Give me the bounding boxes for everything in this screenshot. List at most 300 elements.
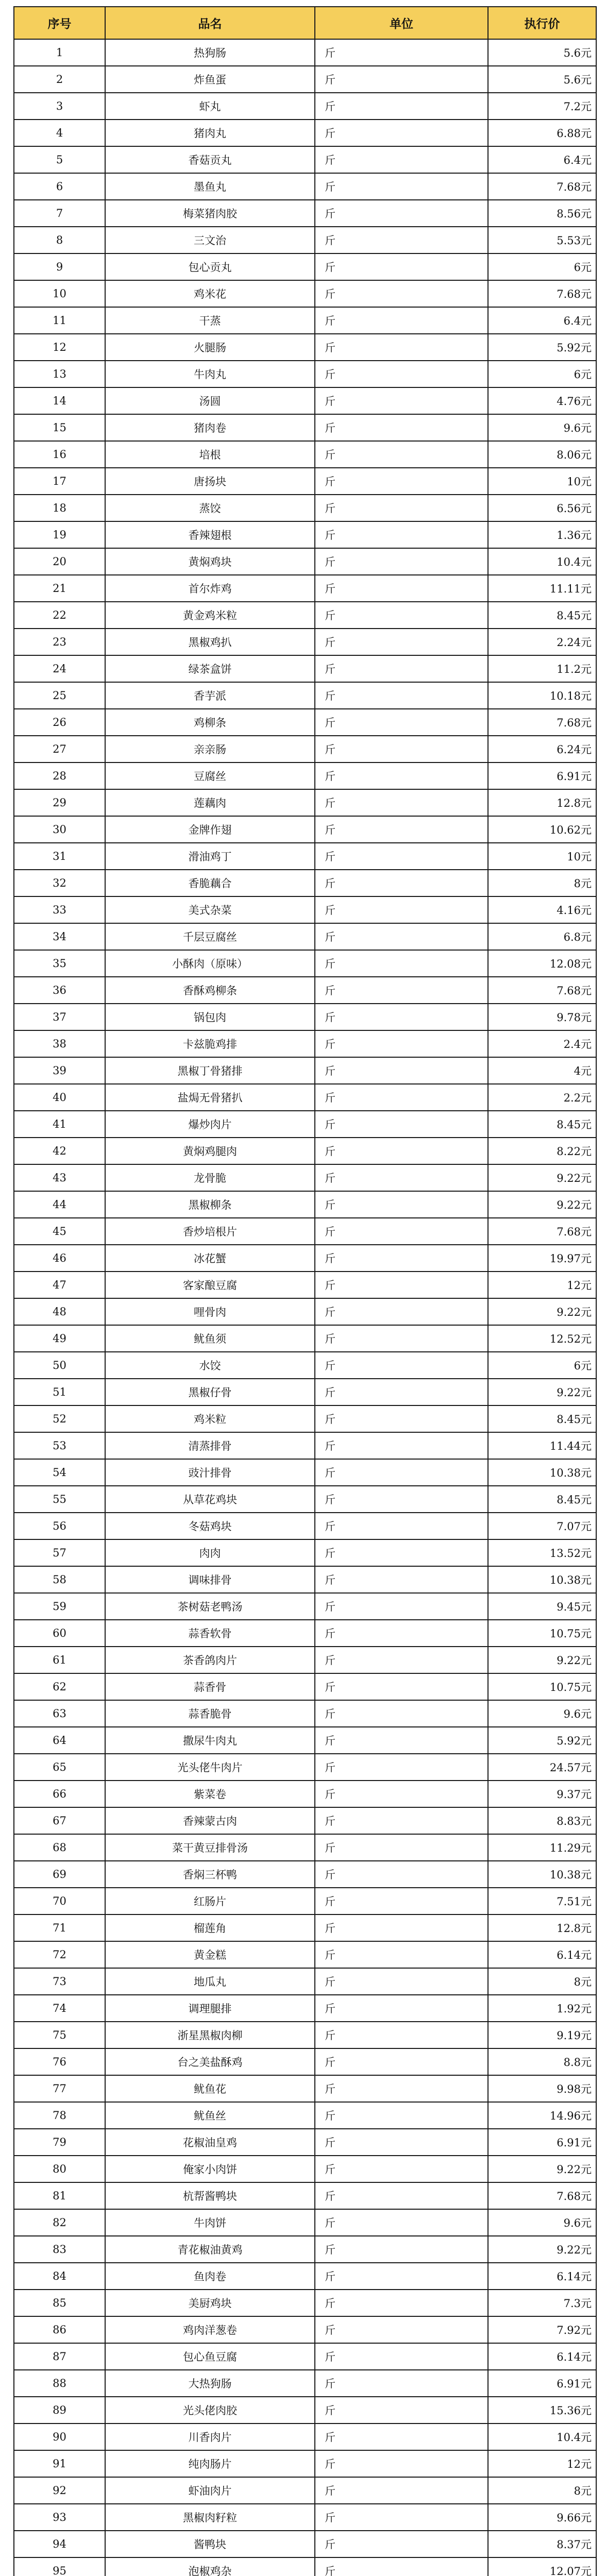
row-seq: 84 <box>14 2263 105 2290</box>
unit: 斤 <box>315 2156 488 2182</box>
unit: 斤 <box>315 495 488 521</box>
unit: 斤 <box>315 1807 488 1834</box>
price: 10.4元 <box>488 2424 596 2450</box>
product-name: 清蒸排骨 <box>105 1432 315 1459</box>
unit: 斤 <box>315 2450 488 2477</box>
row-seq: 48 <box>14 1298 105 1325</box>
product-name: 培根 <box>105 441 315 468</box>
product-name: 鱿鱼丝 <box>105 2102 315 2129</box>
unit: 斤 <box>315 39 488 66</box>
table-row <box>14 1245 596 1272</box>
row-seq: 82 <box>14 2209 105 2236</box>
product-name: 火腿肠 <box>105 334 315 361</box>
unit: 斤 <box>315 2424 488 2450</box>
product-name: 光头佬牛肉片 <box>105 1754 315 1781</box>
table-row <box>14 1513 596 1539</box>
row-seq: 35 <box>14 950 105 977</box>
unit: 斤 <box>315 2557 488 2576</box>
row-seq: 11 <box>14 307 105 334</box>
row-seq: 78 <box>14 2102 105 2129</box>
table-row <box>14 2129 596 2156</box>
price-table <box>13 6 597 2576</box>
table-row <box>14 1941 596 1968</box>
product-name: 虾丸 <box>105 93 315 120</box>
unit: 斤 <box>315 1888 488 1914</box>
price: 2.4元 <box>488 1030 596 1057</box>
row-seq: 54 <box>14 1459 105 1486</box>
table-row <box>14 1673 596 1700</box>
price: 19.97元 <box>488 1245 596 1272</box>
row-seq: 88 <box>14 2370 105 2397</box>
product-name: 莲藕肉 <box>105 789 315 816</box>
table-row <box>14 1057 596 1084</box>
price: 12.07元 <box>488 2557 596 2576</box>
row-seq: 67 <box>14 1807 105 1834</box>
row-seq: 24 <box>14 655 105 682</box>
price: 6.88元 <box>488 120 596 146</box>
product-name: 爆炒肉片 <box>105 1111 315 1138</box>
unit: 斤 <box>315 1004 488 1030</box>
table-row <box>14 762 596 789</box>
unit: 斤 <box>315 789 488 816</box>
row-seq: 53 <box>14 1432 105 1459</box>
unit: 斤 <box>315 280 488 307</box>
row-seq: 81 <box>14 2182 105 2209</box>
price: 7.51元 <box>488 1888 596 1914</box>
row-seq: 56 <box>14 1513 105 1539</box>
row-seq: 13 <box>14 361 105 387</box>
price: 7.68元 <box>488 2182 596 2209</box>
table-row <box>14 870 596 896</box>
table-row <box>14 575 596 602</box>
product-name: 从草花鸡块 <box>105 1486 315 1513</box>
table-row <box>14 1432 596 1459</box>
unit: 斤 <box>315 870 488 896</box>
price: 10.62元 <box>488 816 596 843</box>
price: 9.22元 <box>488 1379 596 1405</box>
product-name: 茶树菇老鸭汤 <box>105 1593 315 1620</box>
product-name: 蒸饺 <box>105 495 315 521</box>
price: 6.91元 <box>488 2370 596 2397</box>
table-body <box>14 39 596 2576</box>
row-seq: 41 <box>14 1111 105 1138</box>
unit: 斤 <box>315 441 488 468</box>
product-name: 泡椒鸡杂 <box>105 2557 315 2576</box>
table-row <box>14 1914 596 1941</box>
price: 9.98元 <box>488 2075 596 2102</box>
table-row <box>14 2531 596 2557</box>
unit: 斤 <box>315 977 488 1004</box>
price: 4元 <box>488 1057 596 1084</box>
table-row <box>14 1218 596 1245</box>
product-name: 牛肉饼 <box>105 2209 315 2236</box>
product-name: 锅包肉 <box>105 1004 315 1030</box>
row-seq: 39 <box>14 1057 105 1084</box>
unit: 斤 <box>315 1781 488 1807</box>
product-name: 三文治 <box>105 227 315 253</box>
row-seq: 29 <box>14 789 105 816</box>
unit: 斤 <box>315 1593 488 1620</box>
row-seq: 12 <box>14 334 105 361</box>
price: 7.68元 <box>488 709 596 736</box>
price: 13.52元 <box>488 1539 596 1566</box>
table-row <box>14 227 596 253</box>
table-row <box>14 1138 596 1164</box>
unit: 斤 <box>315 1566 488 1593</box>
product-name: 干蒸 <box>105 307 315 334</box>
row-seq: 1 <box>14 39 105 66</box>
unit: 斤 <box>315 120 488 146</box>
product-name: 榴莲角 <box>105 1914 315 1941</box>
row-seq: 75 <box>14 2022 105 2048</box>
price: 8.06元 <box>488 441 596 468</box>
row-seq: 51 <box>14 1379 105 1405</box>
row-seq: 14 <box>14 387 105 414</box>
row-seq: 26 <box>14 709 105 736</box>
table-row <box>14 387 596 414</box>
price: 8.37元 <box>488 2531 596 2557</box>
product-name: 黑椒鸡扒 <box>105 629 315 655</box>
row-seq: 50 <box>14 1352 105 1379</box>
row-seq: 22 <box>14 602 105 629</box>
unit: 斤 <box>315 334 488 361</box>
price: 9.66元 <box>488 2504 596 2531</box>
price: 8元 <box>488 2477 596 2504</box>
table-row <box>14 495 596 521</box>
price: 6.56元 <box>488 495 596 521</box>
product-name: 牛肉丸 <box>105 361 315 387</box>
row-seq: 63 <box>14 1700 105 1727</box>
product-name: 黄金糕 <box>105 1941 315 1968</box>
row-seq: 92 <box>14 2477 105 2504</box>
table-row <box>14 521 596 548</box>
price: 4.76元 <box>488 387 596 414</box>
unit: 斤 <box>315 816 488 843</box>
table-row <box>14 1700 596 1727</box>
table-row <box>14 1164 596 1191</box>
table-row <box>14 1325 596 1352</box>
price: 10元 <box>488 468 596 495</box>
price: 9.22元 <box>488 1298 596 1325</box>
row-seq: 32 <box>14 870 105 896</box>
product-name: 香酥鸡柳条 <box>105 977 315 1004</box>
price: 5.92元 <box>488 334 596 361</box>
unit: 斤 <box>315 307 488 334</box>
product-name: 冬菇鸡块 <box>105 1513 315 1539</box>
product-name: 青花椒油黄鸡 <box>105 2236 315 2263</box>
unit: 斤 <box>315 1727 488 1754</box>
unit: 斤 <box>315 146 488 173</box>
unit: 斤 <box>315 1272 488 1298</box>
row-seq: 61 <box>14 1647 105 1673</box>
product-name: 花椒油皇鸡 <box>105 2129 315 2156</box>
product-name: 包心鱼豆腐 <box>105 2343 315 2370</box>
table-row <box>14 1781 596 1807</box>
table-row <box>14 1620 596 1647</box>
product-name: 鸡米粒 <box>105 1405 315 1432</box>
price: 12.08元 <box>488 950 596 977</box>
row-seq: 86 <box>14 2316 105 2343</box>
table-row <box>14 2343 596 2370</box>
product-name: 客家酿豆腐 <box>105 1272 315 1298</box>
row-seq: 68 <box>14 1834 105 1861</box>
row-seq: 60 <box>14 1620 105 1647</box>
row-seq: 9 <box>14 253 105 280</box>
row-seq: 93 <box>14 2504 105 2531</box>
product-name: 香炒培根片 <box>105 1218 315 1245</box>
table-row <box>14 950 596 977</box>
table-row <box>14 1298 596 1325</box>
product-name: 调味排骨 <box>105 1566 315 1593</box>
product-name: 滑油鸡丁 <box>105 843 315 870</box>
table-row <box>14 2424 596 2450</box>
product-name: 俺家小肉饼 <box>105 2156 315 2182</box>
unit: 斤 <box>315 602 488 629</box>
unit: 斤 <box>315 468 488 495</box>
product-name: 香辣翅根 <box>105 521 315 548</box>
table-row <box>14 843 596 870</box>
product-name: 台之美盐酥鸡 <box>105 2048 315 2075</box>
unit: 斤 <box>315 173 488 200</box>
row-seq: 95 <box>14 2557 105 2576</box>
price: 9.22元 <box>488 1647 596 1673</box>
row-seq: 37 <box>14 1004 105 1030</box>
table-row <box>14 2182 596 2209</box>
price: 12.8元 <box>488 789 596 816</box>
table-row <box>14 1272 596 1298</box>
price: 8.83元 <box>488 1807 596 1834</box>
product-name: 香脆藕合 <box>105 870 315 896</box>
price: 7.68元 <box>488 977 596 1004</box>
table-row <box>14 2263 596 2290</box>
product-name: 金牌作翅 <box>105 816 315 843</box>
table-row <box>14 2209 596 2236</box>
product-name: 黑椒仔骨 <box>105 1379 315 1405</box>
price: 8.56元 <box>488 200 596 227</box>
unit: 斤 <box>315 2504 488 2531</box>
table-row <box>14 2075 596 2102</box>
unit: 斤 <box>315 1941 488 1968</box>
price: 6.24元 <box>488 736 596 762</box>
row-seq: 6 <box>14 173 105 200</box>
table-row <box>14 1405 596 1432</box>
price: 6.14元 <box>488 1941 596 1968</box>
product-name: 川香肉片 <box>105 2424 315 2450</box>
product-name: 光头佬肉胶 <box>105 2397 315 2424</box>
header-row <box>14 7 596 39</box>
product-name: 炸鱼蛋 <box>105 66 315 93</box>
unit: 斤 <box>315 1647 488 1673</box>
unit: 斤 <box>315 1057 488 1084</box>
row-seq: 38 <box>14 1030 105 1057</box>
price: 6.4元 <box>488 146 596 173</box>
price: 12.52元 <box>488 1325 596 1352</box>
unit: 斤 <box>315 1968 488 1995</box>
unit: 斤 <box>315 2397 488 2424</box>
price: 2.2元 <box>488 1084 596 1111</box>
price: 1.36元 <box>488 521 596 548</box>
row-seq: 69 <box>14 1861 105 1888</box>
product-name: 绿茶盒饼 <box>105 655 315 682</box>
table-row <box>14 120 596 146</box>
row-seq: 19 <box>14 521 105 548</box>
table-row <box>14 414 596 441</box>
price: 9.22元 <box>488 1191 596 1218</box>
price: 8.45元 <box>488 1486 596 1513</box>
product-name: 哩骨肉 <box>105 1298 315 1325</box>
unit: 斤 <box>315 414 488 441</box>
table-row <box>14 2450 596 2477</box>
price: 10.75元 <box>488 1673 596 1700</box>
unit: 斤 <box>315 950 488 977</box>
table-row <box>14 1647 596 1673</box>
table-row <box>14 2102 596 2129</box>
table-row <box>14 1861 596 1888</box>
unit: 斤 <box>315 1995 488 2022</box>
product-name: 唐扬块 <box>105 468 315 495</box>
row-seq: 52 <box>14 1405 105 1432</box>
unit: 斤 <box>315 1030 488 1057</box>
table-row <box>14 1191 596 1218</box>
table-row <box>14 361 596 387</box>
product-name: 黑椒柳条 <box>105 1191 315 1218</box>
unit: 斤 <box>315 2075 488 2102</box>
row-seq: 55 <box>14 1486 105 1513</box>
price: 11.29元 <box>488 1834 596 1861</box>
row-seq: 27 <box>14 736 105 762</box>
price: 11.44元 <box>488 1432 596 1459</box>
row-seq: 49 <box>14 1325 105 1352</box>
table-row <box>14 923 596 950</box>
price: 10.38元 <box>488 1459 596 1486</box>
row-seq: 16 <box>14 441 105 468</box>
table-row <box>14 2477 596 2504</box>
table-row <box>14 2370 596 2397</box>
unit: 斤 <box>315 387 488 414</box>
price: 12元 <box>488 1272 596 1298</box>
price: 10.38元 <box>488 1566 596 1593</box>
product-name: 香焖三杯鸭 <box>105 1861 315 1888</box>
unit: 斤 <box>315 2048 488 2075</box>
unit: 斤 <box>315 1405 488 1432</box>
product-name: 黑椒丁骨猪排 <box>105 1057 315 1084</box>
price: 9.6元 <box>488 1700 596 1727</box>
product-name: 香芋派 <box>105 682 315 709</box>
unit: 斤 <box>315 2263 488 2290</box>
row-seq: 23 <box>14 629 105 655</box>
unit: 斤 <box>315 521 488 548</box>
price: 6元 <box>488 1352 596 1379</box>
row-seq: 80 <box>14 2156 105 2182</box>
product-name: 冰花蟹 <box>105 1245 315 1272</box>
row-seq: 90 <box>14 2424 105 2450</box>
row-seq: 36 <box>14 977 105 1004</box>
product-name: 鱿鱼须 <box>105 1325 315 1352</box>
row-seq: 21 <box>14 575 105 602</box>
table-row <box>14 548 596 575</box>
unit: 斤 <box>315 93 488 120</box>
table-row <box>14 629 596 655</box>
row-seq: 77 <box>14 2075 105 2102</box>
price: 9.22元 <box>488 2236 596 2263</box>
table-row <box>14 655 596 682</box>
product-name: 水饺 <box>105 1352 315 1379</box>
price: 8.8元 <box>488 2048 596 2075</box>
unit: 斤 <box>315 1754 488 1781</box>
price: 8.45元 <box>488 1405 596 1432</box>
product-name: 杭帮酱鸭块 <box>105 2182 315 2209</box>
product-name: 大热狗肠 <box>105 2370 315 2397</box>
unit: 斤 <box>315 2477 488 2504</box>
price: 7.07元 <box>488 1513 596 1539</box>
product-name: 黄焖鸡腿肉 <box>105 1138 315 1164</box>
row-seq: 2 <box>14 66 105 93</box>
unit: 斤 <box>315 575 488 602</box>
product-name: 卡兹脆鸡排 <box>105 1030 315 1057</box>
unit: 斤 <box>315 1459 488 1486</box>
product-name: 豉汁排骨 <box>105 1459 315 1486</box>
price: 6元 <box>488 361 596 387</box>
row-seq: 66 <box>14 1781 105 1807</box>
table-row <box>14 736 596 762</box>
price: 12.8元 <box>488 1914 596 1941</box>
row-seq: 72 <box>14 1941 105 1968</box>
table-row <box>14 146 596 173</box>
table-row <box>14 602 596 629</box>
price: 11.11元 <box>488 575 596 602</box>
row-seq: 43 <box>14 1164 105 1191</box>
row-seq: 71 <box>14 1914 105 1941</box>
price: 8.45元 <box>488 602 596 629</box>
unit: 斤 <box>315 2343 488 2370</box>
price: 2.24元 <box>488 629 596 655</box>
table-row <box>14 2504 596 2531</box>
price: 6元 <box>488 253 596 280</box>
price: 6.91元 <box>488 2129 596 2156</box>
product-name: 撒尿牛肉丸 <box>105 1727 315 1754</box>
price: 9.22元 <box>488 1164 596 1191</box>
unit: 斤 <box>315 1486 488 1513</box>
price: 10元 <box>488 843 596 870</box>
product-name: 蒜香骨 <box>105 1673 315 1700</box>
unit: 斤 <box>315 1432 488 1459</box>
unit: 斤 <box>315 2236 488 2263</box>
row-seq: 65 <box>14 1754 105 1781</box>
price: 7.68元 <box>488 173 596 200</box>
product-name: 地瓜丸 <box>105 1968 315 1995</box>
table-row <box>14 1807 596 1834</box>
price: 10.38元 <box>488 1861 596 1888</box>
table-row <box>14 1084 596 1111</box>
unit: 斤 <box>315 66 488 93</box>
row-seq: 34 <box>14 923 105 950</box>
unit: 斤 <box>315 843 488 870</box>
table-row <box>14 200 596 227</box>
table-row <box>14 1727 596 1754</box>
price: 9.22元 <box>488 2156 596 2182</box>
row-seq: 8 <box>14 227 105 253</box>
product-name: 蒜香脆骨 <box>105 1700 315 1727</box>
product-name: 紫菜卷 <box>105 1781 315 1807</box>
row-seq: 20 <box>14 548 105 575</box>
product-name: 香菇贡丸 <box>105 146 315 173</box>
price: 8.45元 <box>488 1111 596 1138</box>
unit: 斤 <box>315 2531 488 2557</box>
table-row <box>14 789 596 816</box>
table-row <box>14 1030 596 1057</box>
product-name: 猪肉丸 <box>105 120 315 146</box>
row-seq: 7 <box>14 200 105 227</box>
